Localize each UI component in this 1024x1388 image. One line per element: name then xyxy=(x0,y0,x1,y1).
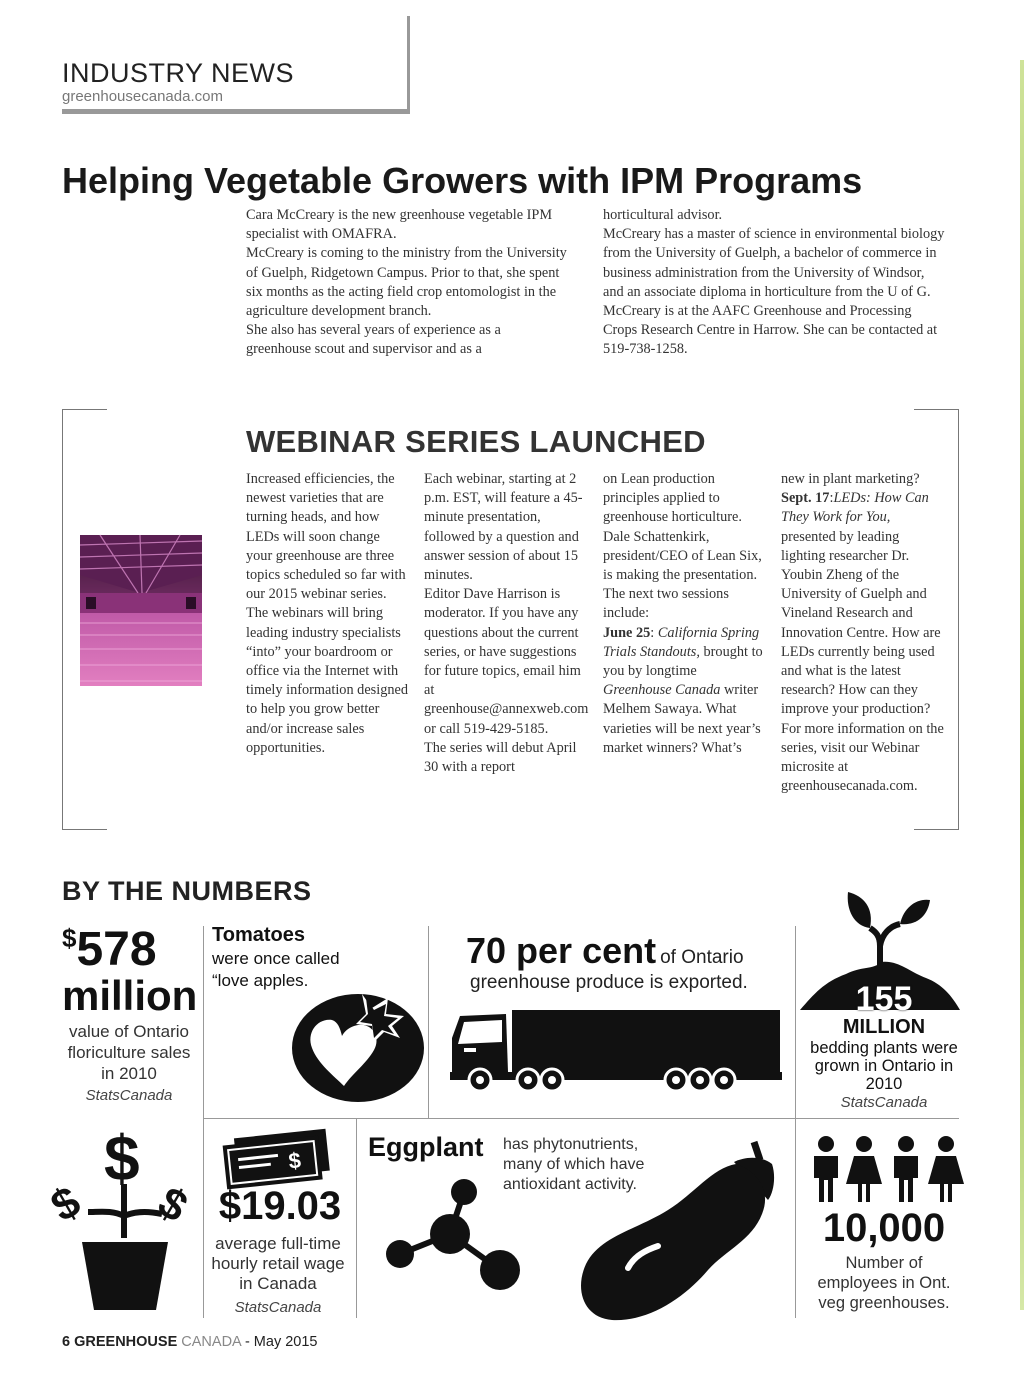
session-text: writer Melhem Sawaya. What varieties will be next year’s market winners? What’s xyxy=(603,682,761,756)
session-text: presented by leading lighting researcher Dr. Youbin Zheng of the University of Guelph and Vineland Research and Innovation Centre. How are LEDs currently being used and what is the latest research? How can they improve your production? xyxy=(781,528,941,718)
webinar-column-1 xyxy=(246,470,408,758)
tomatoes-line: were once called xyxy=(212,949,340,968)
grid-divider xyxy=(203,1118,959,1119)
grid-divider xyxy=(795,1118,796,1318)
session-date: Sept. 17 xyxy=(781,490,830,507)
magazine-brand-light: CANADA xyxy=(181,1334,241,1350)
page-edge-strip xyxy=(1020,60,1024,1310)
paragraph: Each webinar, starting at 2 p.m. EST, will feature a 45-minute presentation, followed by a question and answer session of about 15 minutes. xyxy=(424,471,583,584)
article-column-1 xyxy=(246,206,568,360)
session-sept: Sept. 17:LEDs: How Can They Work for You, presented by leading lighting researcher Dr. Youbin Zheng of the University of Guelph and Vineland Research and Innovation Centre. How are LEDs currently being used and what is the latest research? How can they improve your production? xyxy=(781,490,941,718)
paragraph: McCreary has a master of science in environmental biology from the University of Guelph, a bachelor of commerce in business administration from the University of Windsor, and an associate diploma in horticulture from the U of G. xyxy=(603,226,945,300)
bedding-desc: bedding plants were grown in Ontario in 2010 xyxy=(810,1039,958,1093)
paragraph: McCreary is at the AAFC Greenhouse and Processing Crops Research Centre in Harrow. She can be contacted at 519-738-1258. xyxy=(603,303,938,358)
money-plant-icon xyxy=(42,1120,198,1317)
page-footer xyxy=(62,1334,318,1350)
grid-divider xyxy=(203,926,204,1318)
webinar-title: WEBINAR SERIES LAUNCHED xyxy=(246,424,706,459)
paragraph: She also has several years of experience as a greenhouse scout and supervisor and as a xyxy=(246,322,501,358)
paragraph: The series will debut April 30 with a report xyxy=(424,739,577,776)
paragraph: The webinars will bring leading industry specialists “into” your boardroom or office via the Internet with timely information designed to help you grow better and/or increase sales opportunities. xyxy=(246,605,408,756)
magazine-name: Greenhouse Canada xyxy=(603,682,721,699)
eggplant-icon xyxy=(576,1140,782,1331)
bedding-unit: MILLION xyxy=(842,1016,926,1038)
export-desc: greenhouse produce is exported. xyxy=(470,972,748,993)
export-stat xyxy=(466,930,744,972)
eggplant-title: Eggplant xyxy=(368,1132,484,1162)
paragraph: McCreary is coming to the ministry from the University of Guelph, Ridgetown Campus. Prior to that, she spent six months as the acting field crop entomologist in the agriculture development branch. xyxy=(246,245,567,320)
website-url[interactable]: greenhousecanada.com xyxy=(62,88,223,105)
paragraph: Editor Dave Harrison is moderator. If you have any questions about the current series, or have suggestions for future topics, email him at greenhouse@annexweb.com or call 519-429-5185. xyxy=(424,586,589,737)
magazine-brand: GREENHOUSE xyxy=(74,1334,178,1350)
webinar-column-3 xyxy=(603,470,765,758)
page-number: 6 xyxy=(62,1334,71,1350)
cheque-icon xyxy=(222,1126,332,1191)
session-date: June 25 xyxy=(603,624,651,641)
paragraph: on Lean production principles applied to greenhouse horticulture. Dale Schattenkirk, president/CEO of Lean Six, is making the presentation. xyxy=(603,471,762,584)
export-big: 70 per cent xyxy=(466,930,657,971)
svg-text:$: $ xyxy=(42,1176,89,1232)
paragraph: horticultural advisor. xyxy=(603,207,723,223)
tomatoes-line: “love apples. xyxy=(212,971,309,990)
session-title: LEDs: How Can They Work for You, xyxy=(781,490,929,526)
export-small: of Ontario xyxy=(660,947,744,968)
amount: 578 xyxy=(76,923,157,976)
svg-text:$: $ xyxy=(149,1177,196,1233)
numbers-title: BY THE NUMBERS xyxy=(62,876,312,906)
paragraph: new in plant marketing? xyxy=(781,471,920,487)
article-column-2 xyxy=(603,206,948,360)
session-title: California Spring Trials Standouts, xyxy=(603,624,760,660)
tomatoes-title: Tomatoes xyxy=(212,924,305,946)
article-headline: Helping Vegetable Growers with IPM Programs xyxy=(62,160,863,201)
tomato-icon xyxy=(288,984,428,1109)
molecule-icon xyxy=(380,1174,530,1309)
session-june: June 25: California Spring Trials Standouts, brought to you by longtime Greenhouse Canada writer Melhem Sawaya. What varieties will be next year’s market winners? What’s xyxy=(603,624,763,756)
paragraph: For more information on the series, visit our Webinar microsite at greenhousecanada.com. xyxy=(781,720,944,795)
section-header xyxy=(62,16,410,114)
issue-date: - May 2015 xyxy=(244,1334,318,1350)
bedding-number: 155 xyxy=(855,980,913,1018)
session-text: brought to you by longtime xyxy=(603,643,763,680)
truck-icon xyxy=(450,1008,782,1097)
eggplant-desc: has phytonutrients, many of which have antioxidant activity. xyxy=(503,1136,645,1193)
svg-text:$: $ xyxy=(104,1122,140,1194)
grid-divider xyxy=(356,1118,357,1318)
svg-text:$: $ xyxy=(287,1147,303,1174)
grid-divider xyxy=(428,926,429,1118)
source-credit: StatsCanada xyxy=(840,1094,928,1111)
paragraph: The next two sessions include: xyxy=(603,586,729,622)
floriculture-unit: million xyxy=(62,972,198,1019)
webinar-column-4 xyxy=(781,470,946,796)
grid-divider xyxy=(795,926,796,1118)
wage-desc: average full-time hourly retail wage in Canada xyxy=(211,1234,345,1293)
dollar-sign: $ xyxy=(62,923,77,953)
people-icon xyxy=(806,1134,966,1209)
section-title: INDUSTRY NEWS xyxy=(62,58,295,88)
employees-desc: Number of employees in Ont. veg greenhouses. xyxy=(817,1254,951,1312)
paragraph: Cara McCreary is the new greenhouse vegetable IPM specialist with OMAFRA. xyxy=(246,207,553,243)
source-credit: StatsCanada xyxy=(234,1299,322,1316)
webinar-column-2 xyxy=(424,470,589,777)
paragraph: Increased efficiencies, the newest varieties that are turning heads, and how LEDs will soon change your greenhouse are three topics scheduled so far with our 2015 webinar series. xyxy=(246,471,406,603)
wage-amount: $19.03 xyxy=(218,1184,342,1228)
source-credit: StatsCanada xyxy=(85,1087,173,1104)
greenhouse-led-photo xyxy=(80,535,202,686)
employees-number: 10,000 xyxy=(822,1206,946,1250)
floriculture-desc: value of Ontario floriculture sales in 2010 xyxy=(67,1022,191,1083)
